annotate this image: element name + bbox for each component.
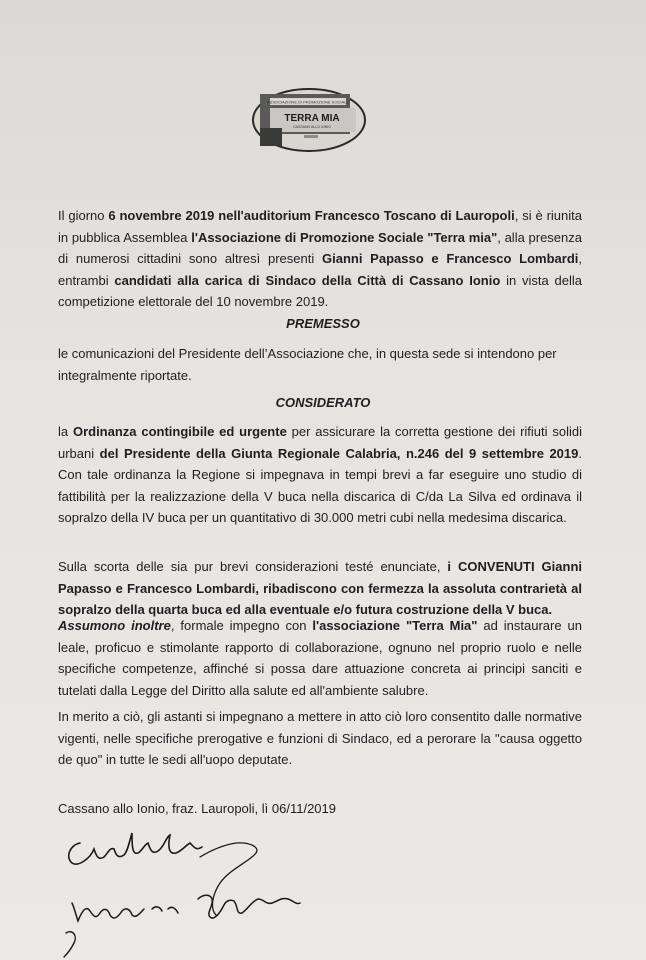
terra-mia-logo bbox=[252, 88, 366, 152]
logo-header-text: ASSOCIAZIONE DI PROMOZIONE SOCIALE bbox=[266, 99, 350, 105]
paragraph-convenuti: Sulla scorta delle sia pur brevi considerazioni testé enunciate, i CONVENUTI Gianni Papasso e Francesco Lombardi, ribadiscono con fermezza la assoluta contrarietà al sopralzo della quarta buca ed alla eventuale e/o futura costruzione della V buca. bbox=[58, 559, 582, 617]
signatures bbox=[60, 825, 320, 960]
logo-name: TERRA MIA bbox=[284, 113, 340, 124]
paragraph-impegno: Assumono inoltre, formale impegno con l'associazione "Terra Mia" ad instaurare un leale, proficuo e stimolante rapporto di collaborazione, ognuno nel proprio ruolo e nelle specifiche competenze, affinché si possa dare attuazione concreta ai principi sanciti e tutelati dalla Legge del Diritto alla salute ed all'ambiente salubre. bbox=[58, 618, 582, 698]
paragraph-merito: In merito a ciò, gli astanti si impegnano a mettere in atto ciò loro consentito dalle normative vigenti, nelle specifiche prerogative e funzioni di Sindaco, ed a perorare la "causa oggetto de quo" in tutte le sedi all'uopo deputate. bbox=[58, 709, 582, 767]
paragraph-premesso: le comunicazioni del Presidente dell’Associazione che, in questa sede si intendono per integralmente riportate. bbox=[58, 346, 557, 383]
heading-premesso: PREMESSO bbox=[286, 316, 360, 331]
paragraph-ordinanza: la Ordinanza contingibile ed urgente per assicurare la corretta gestione dei rifiuti solidi urbani del Presidente della Giunta Regionale Calabria, n.246 del 9 settembre 2019. Con tale ordinanza la Regione si impegnava in tempi brevi a far eseguire uno studio di fattibilità per la realizzazione della V buca nella discarica di C/da La Silva ed ordinava il sopralzo della IV buca per un quantitativo di 30.000 metri cubi nella medesima discarica. bbox=[58, 424, 583, 525]
paragraph-meeting: Il giorno 6 novembre 2019 nell'auditorium Francesco Toscano di Lauropoli, si è riunita in pubblica Assemblea l'Associazione di Promozione Sociale "Terra mia", alla presenza di numerosi cittadini sono altresì presenti Gianni Papasso e Francesco Lombardi, entrambi candidati alla carica di Sindaco della Città di Cassano Ionio in vista della competizione elettorale del 10 novembre 2019. bbox=[58, 208, 582, 309]
heading-considerato: CONSIDERATO bbox=[275, 395, 371, 410]
place-date: Cassano allo Ionio, fraz. Lauropoli, lì 06/11/2019 bbox=[58, 801, 336, 816]
logo-sub-text: CASSANO ALLO IONIO bbox=[293, 125, 331, 129]
